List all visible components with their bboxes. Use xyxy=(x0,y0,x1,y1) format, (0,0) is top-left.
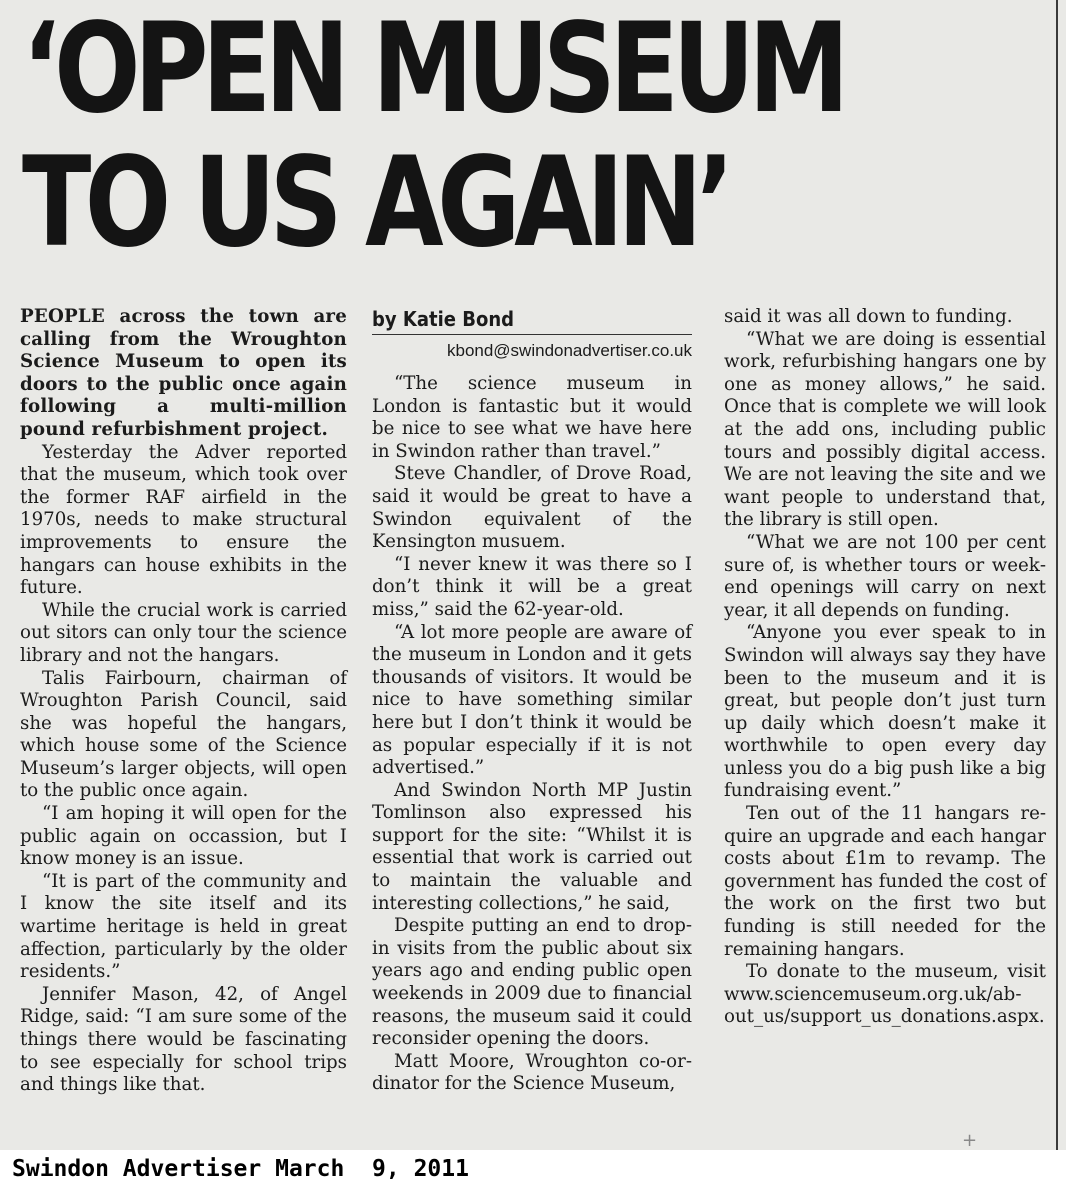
article-paragraph: “The science museum in London is fantastic but it would be nice to see what we have here in Swindon rather than travel.” xyxy=(372,373,692,462)
article-column-1 xyxy=(20,306,347,1097)
byline-email: kbond@swindonadvertiser.co.uk xyxy=(446,341,692,360)
byline-author: by Katie Bond xyxy=(372,307,515,331)
headline-line-2: TO US AGAIN’ xyxy=(22,131,729,275)
article-paragraph: Steve Chandler, of Drove Road, said it would be great to have a Swindon equivalent of the Kensington musuem. xyxy=(372,463,692,553)
article-paragraph: “Anyone you ever speak to in Swindon will always say they have been to the museum and it is great, but people don’t just turn up daily which doesn’t make it worthwhile to open every day unless you do a big push like a big fundraising event.” xyxy=(724,622,1046,802)
article-paragraph: Yesterday the Adver reported that the museum, which took over the former RAF airfield in the 1970s, needs to make structural improvements to ensure the hangars can house exhibits in the future. xyxy=(20,441,347,599)
article-paragraph: Despite putting an end to drop-in visits from the public about six years ago and ending public open weekends in 2009 due to financial reasons, the museum said it could reconsider opening the doors. xyxy=(372,915,692,1050)
crop-mark: + xyxy=(962,1130,978,1150)
article-paragraph: Matt Moore, Wroughton co-ordinator for the Science Museum, xyxy=(372,1050,692,1095)
article-paragraph: While the crucial work is carried out sitors can only tour the science library and not the hangars. xyxy=(20,599,347,666)
article-column-2 xyxy=(372,306,692,1096)
article-paragraph-continuation: said it was all down to funding. xyxy=(724,306,1013,327)
article-paragraph: “What we are doing is essential work, refurbishing hangars one by one as money allows,” he said. Once that is complete we will look at the add ons, including public tours and possibly digital access. We are not leaving the site and we want people to understand that, the library is still open. xyxy=(724,328,1046,531)
headline xyxy=(22,0,867,275)
article-paragraph: “I never knew it was there so I don’t think it will be a great miss,” said the 62-year-old. xyxy=(372,553,692,620)
article-paragraph: “What we are not 100 per cent sure of, is whether tours or weekend openings will carry on next year, it all depends on funding. xyxy=(724,531,1046,621)
byline-divider xyxy=(372,334,692,335)
article-lead: PEOPLE across the town are calling from the Wroughton Science Museum to open its doors to the public once again following a multi-million pound refurbishment project. xyxy=(20,306,347,440)
headline-line-1: ‘OPEN MUSEUM xyxy=(22,0,844,141)
article-column-3 xyxy=(724,306,1046,1029)
article-paragraph: “I am hoping it will open for the public again on occassion, but I know money is an issue. xyxy=(20,803,347,870)
article-paragraph: Jennifer Mason, 42, of Angel Ridge, said: “I am sure some of the things there would be fascinating to see especially for school trips and things like that. xyxy=(20,983,347,1096)
article-paragraph: To donate to the museum, visit www.sciencemuseum.org.uk/about_us/support_us_donations.aspx. xyxy=(724,961,1046,1028)
article-paragraph: Ten out of the 11 hangars require an upgrade and each hangar costs about £1m to revamp. The government has funded the cost of the work on the first two but funding is still needed for the remaining hangars. xyxy=(724,803,1046,960)
article-paragraph: And Swindon North MP Justin Tomlinson also expressed his support for the site: “Whilst it is essential that work is carried out to maintain the valuable and interesting collections,” he said, xyxy=(372,779,692,914)
article-paragraph: “It is part of the community and I know the site itself and its wartime heritage is held in great affection, particularly by the older residents.” xyxy=(20,870,347,983)
article-paragraph: Talis Fairbourn, chairman of Wroughton Parish Council, said she was hopeful the hangars, which house some of the Science Museum’s larger objects, will open to the public once again. xyxy=(20,667,347,802)
article-paragraph: “A lot more people are aware of the museum in London and it gets thousands of visitors. It would be nice to have something similar here but I don’t think it would be as popular especially if it is not advertised.” xyxy=(372,621,692,779)
source-caption: Swindon Advertiser March 9, 2011 xyxy=(12,1156,469,1182)
column-rule xyxy=(1056,0,1058,1150)
